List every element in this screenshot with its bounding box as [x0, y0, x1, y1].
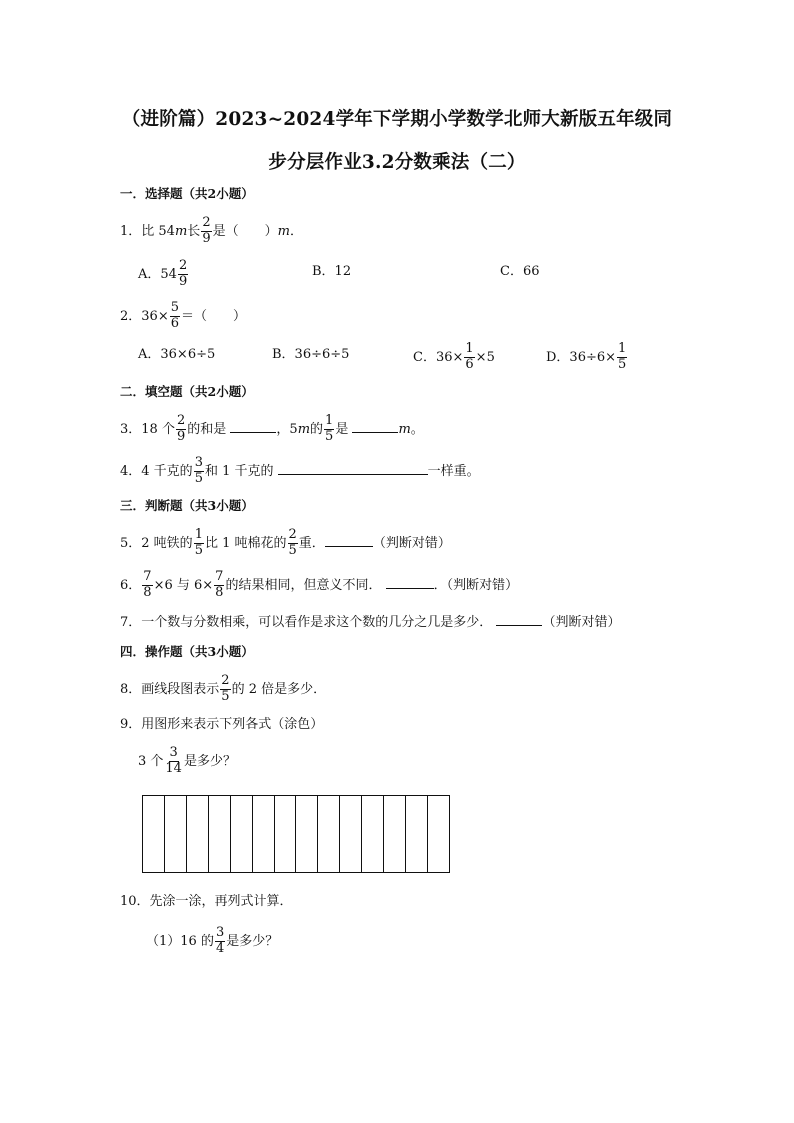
numerator: 5 — [170, 300, 179, 315]
question-10-sub — [146, 926, 278, 957]
question-text: ，5 — [276, 421, 298, 437]
denominator: 14 — [165, 760, 182, 776]
question-number: 2． — [120, 308, 142, 324]
denominator: 8 — [143, 584, 152, 600]
question-text: 是 — [335, 421, 349, 437]
grid-cell[interactable] — [275, 796, 297, 872]
answer-blank[interactable] — [496, 614, 542, 626]
fraction — [220, 674, 230, 705]
question-text: 比 54 — [141, 223, 175, 239]
question-number: 1． — [120, 223, 142, 239]
question-text: 36× — [141, 308, 169, 324]
section-heading-operation: 四．操作题（共3小题） — [120, 644, 254, 659]
fraction — [176, 414, 186, 445]
question-end: 。 — [410, 421, 424, 437]
fraction — [142, 570, 152, 601]
denominator: 6 — [465, 356, 474, 372]
question-end: ． — [289, 223, 303, 239]
question-number: 6． — [120, 577, 142, 593]
denominator: 9 — [202, 230, 211, 246]
fraction — [201, 216, 211, 247]
numerator: 3 — [215, 925, 225, 940]
grid-cell[interactable] — [209, 796, 231, 872]
question-number: 8． — [120, 681, 142, 697]
question-text: 先涂一涂，再列式计算． — [149, 894, 293, 909]
question-5 — [120, 528, 451, 559]
page-title-line-1: （进阶篇）2023~2024学年下学期小学数学北师大新版五年级同 — [121, 109, 673, 130]
fraction — [170, 301, 180, 332]
question-text: ×6 与 6× — [153, 577, 214, 593]
numerator: 2 — [176, 413, 186, 428]
question-number: 10． — [120, 894, 150, 909]
fraction — [194, 456, 204, 487]
grid-cell[interactable] — [296, 796, 318, 872]
fraction-grid[interactable] — [142, 795, 450, 873]
question-text: 2 吨铁的 — [141, 535, 193, 551]
question-2-options — [138, 342, 658, 372]
option-d[interactable] — [546, 342, 628, 373]
denominator: 5 — [221, 688, 230, 704]
numerator: 2 — [221, 673, 230, 688]
unit-m: m — [297, 421, 311, 437]
denominator: 5 — [194, 470, 203, 486]
grid-cell[interactable] — [187, 796, 209, 872]
question-text: 4 千克的 — [141, 463, 193, 479]
question-text: 和 1 千克的 — [204, 463, 274, 479]
grid-cell[interactable] — [165, 796, 187, 872]
numerator: 3 — [194, 455, 203, 470]
page-title-line-2: 步分层作业3.2分数乘法（二） — [268, 152, 526, 173]
option-c[interactable] — [413, 342, 495, 373]
grid-cell[interactable] — [143, 796, 165, 872]
fraction — [178, 259, 188, 290]
question-note: （判断对错） — [372, 535, 451, 551]
fraction — [215, 926, 225, 957]
question-text: 3 个 — [138, 753, 164, 769]
fraction — [617, 342, 627, 373]
question-9 — [120, 718, 323, 731]
option-label: C．36× — [413, 349, 464, 365]
denominator: 5 — [325, 428, 334, 444]
grid-cell[interactable] — [362, 796, 384, 872]
grid-cell[interactable] — [384, 796, 406, 872]
question-text: 一个数与分数相乘，可以看作是求这个数的几分之几是多少． — [141, 615, 493, 630]
unit-m: m — [174, 223, 188, 239]
grid-cell[interactable] — [340, 796, 362, 872]
section-heading-choice: 一．选择题（共2小题） — [120, 186, 254, 201]
denominator: 9 — [176, 428, 186, 444]
question-text: 的 — [310, 421, 324, 437]
question-text: ＝（ ） — [181, 308, 247, 324]
numerator: 2 — [202, 215, 211, 230]
question-number: 7． — [120, 615, 142, 630]
question-text: 18 个 — [141, 421, 175, 437]
fraction — [464, 342, 474, 373]
question-text: 是多少？ — [226, 933, 279, 949]
question-1-options — [138, 259, 658, 289]
denominator: 5 — [194, 542, 203, 558]
option-label: ×5 — [475, 349, 495, 365]
option-b[interactable]: B．36÷6÷5 — [272, 347, 350, 362]
question-number: 9． — [120, 717, 142, 732]
numerator: 1 — [465, 341, 474, 356]
numerator: 1 — [325, 413, 334, 428]
option-a[interactable] — [138, 259, 189, 290]
grid-cell[interactable] — [253, 796, 275, 872]
question-10 — [120, 895, 293, 908]
option-c[interactable]: C．66 — [500, 264, 540, 279]
numerator: 1 — [618, 341, 627, 356]
numerator: 2 — [178, 258, 188, 273]
question-text: 的和是 — [187, 421, 227, 437]
question-number: 5． — [120, 535, 142, 551]
answer-blank[interactable] — [278, 463, 428, 475]
question-text: 一样重。 — [427, 463, 480, 479]
question-6 — [120, 570, 518, 601]
fraction — [164, 746, 183, 777]
option-b[interactable]: B．12 — [312, 264, 352, 279]
answer-blank[interactable] — [352, 421, 398, 433]
denominator: 4 — [215, 940, 225, 956]
question-9-sub — [138, 746, 236, 777]
question-number: 3． — [120, 421, 142, 437]
denominator: 6 — [170, 315, 179, 331]
fraction — [288, 528, 298, 559]
numerator: 1 — [194, 527, 203, 542]
denominator: 9 — [178, 273, 188, 289]
denominator: 8 — [215, 584, 224, 600]
question-text: 是多少？ — [183, 753, 236, 769]
question-3 — [120, 414, 424, 445]
numerator: 2 — [288, 527, 297, 542]
question-text: 长 — [187, 223, 201, 239]
fraction — [214, 570, 224, 601]
grid-cell[interactable] — [428, 796, 449, 872]
question-7 — [120, 614, 620, 629]
numerator: 7 — [215, 569, 224, 584]
question-text: 的 2 倍是多少． — [231, 681, 327, 697]
grid-cell[interactable] — [318, 796, 340, 872]
numerator: 7 — [143, 569, 152, 584]
numerator: 3 — [169, 745, 178, 760]
question-text: 比 1 吨棉花的 — [204, 535, 287, 551]
answer-blank[interactable] — [325, 535, 373, 547]
question-number: 4． — [120, 463, 142, 479]
unit-m: m — [277, 223, 290, 239]
option-label: D．36÷6× — [546, 349, 617, 365]
section-heading-fill: 二．填空题（共2小题） — [120, 384, 254, 399]
question-text: 用图形来表示下列各式（涂色） — [141, 717, 324, 732]
option-label: A．54 — [138, 266, 177, 282]
fraction — [324, 414, 334, 445]
question-note: （判断对错） — [542, 615, 621, 630]
question-text: （1）16 的 — [146, 933, 214, 949]
fraction — [194, 528, 204, 559]
denominator: 5 — [288, 542, 297, 558]
question-note: ．（判断对错） — [433, 577, 519, 593]
section-heading-judge: 三．判断题（共3小题） — [120, 498, 254, 513]
question-text: 画线段图表示 — [141, 681, 220, 697]
answer-blank[interactable] — [386, 577, 434, 589]
denominator: 5 — [618, 356, 627, 372]
answer-blank[interactable] — [230, 421, 276, 433]
grid-cell[interactable] — [406, 796, 428, 872]
question-text: 的结果相同，但意义不同． — [225, 577, 382, 593]
grid-cell[interactable] — [231, 796, 253, 872]
question-8 — [120, 674, 326, 705]
question-4 — [120, 456, 480, 487]
unit-m: m — [398, 421, 411, 437]
question-2 — [120, 301, 246, 332]
question-text: 重． — [298, 535, 325, 551]
question-1 — [120, 216, 303, 247]
option-a[interactable]: A．36×6÷5 — [138, 347, 216, 362]
question-text: 是（ ） — [212, 223, 278, 239]
